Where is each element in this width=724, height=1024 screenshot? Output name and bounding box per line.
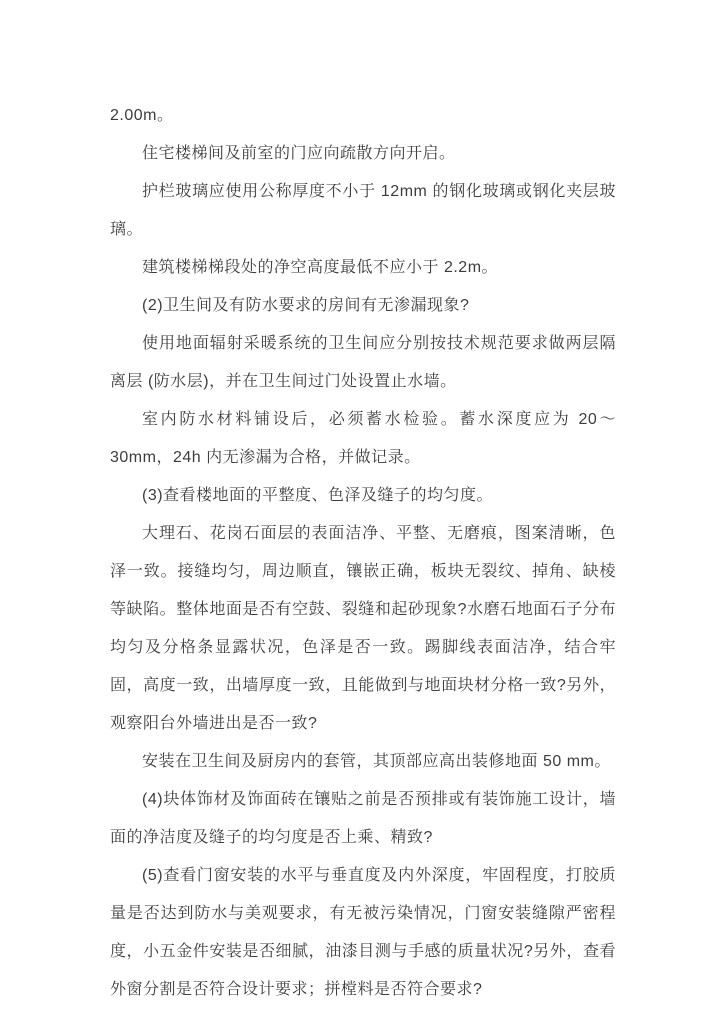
paragraph: 护栏玻璃应使用公称厚度不小于 12mm 的钢化玻璃或钢化夹层玻璃。	[110, 183, 616, 238]
paragraph-continuation: 2.00m。	[110, 107, 174, 124]
paragraph-item-5: (5)查看门窗安装的水平与垂直度及内外深度，牢固程度，打胶质量是否达到防水与美观要求，有无被污染情况，门窗安装缝隙严密程度，小五金件安装是否细腻，油漆目测与手感的质量状况?另外，查看外窗分割是否符合设计要求；拼樘料是否符合要求?	[110, 867, 616, 998]
paragraph: 使用地面辐射采暖系统的卫生间应分别按技术规范要求做两层隔离层 (防水层)，并在卫生间过门处设置止水墙。	[110, 335, 616, 390]
paragraph-item-2: (2)卫生间及有防水要求的房间有无渗漏现象?	[142, 297, 470, 314]
paragraph: 建筑楼梯梯段处的净空高度最低不应小于 2.2m。	[142, 259, 499, 276]
document-text-body	[110, 97, 616, 1009]
paragraph: 安装在卫生间及厨房内的套管，其顶部应高出装修地面 50 mm。	[142, 753, 611, 770]
paragraph-item-3: (3)查看楼地面的平整度、色泽及缝子的均匀度。	[142, 487, 494, 504]
paragraph: 大理石、花岗石面层的表面洁净、平整、无磨痕，图案清晰，色泽一致。接缝均匀，周边顺直，镶嵌正确，板块无裂纹、掉角、缺棱等缺陷。整体地面是否有空鼓、裂缝和起砂现象?水磨石地面石子分布均匀及分格条显露状况，色泽是否一致。踢脚线表面洁净，结合牢固，高度一致，出墙厚度一致，且能做到与地面块材分格一致?另外，观察阳台外墙进出是否一致?	[110, 525, 616, 732]
paragraph: 室内防水材料铺设后，必须蓄水检验。蓄水深度应为 20～30mm，24h 内无渗漏为合格，并做记录。	[110, 411, 616, 466]
paragraph-item-4: (4)块体饰材及饰面砖在镶贴之前是否预排或有装饰施工设计，墙面的净洁度及缝子的均匀度是否上乘、精致?	[110, 791, 616, 846]
paragraph: 住宅楼梯间及前室的门应向疏散方向开启。	[142, 145, 456, 162]
